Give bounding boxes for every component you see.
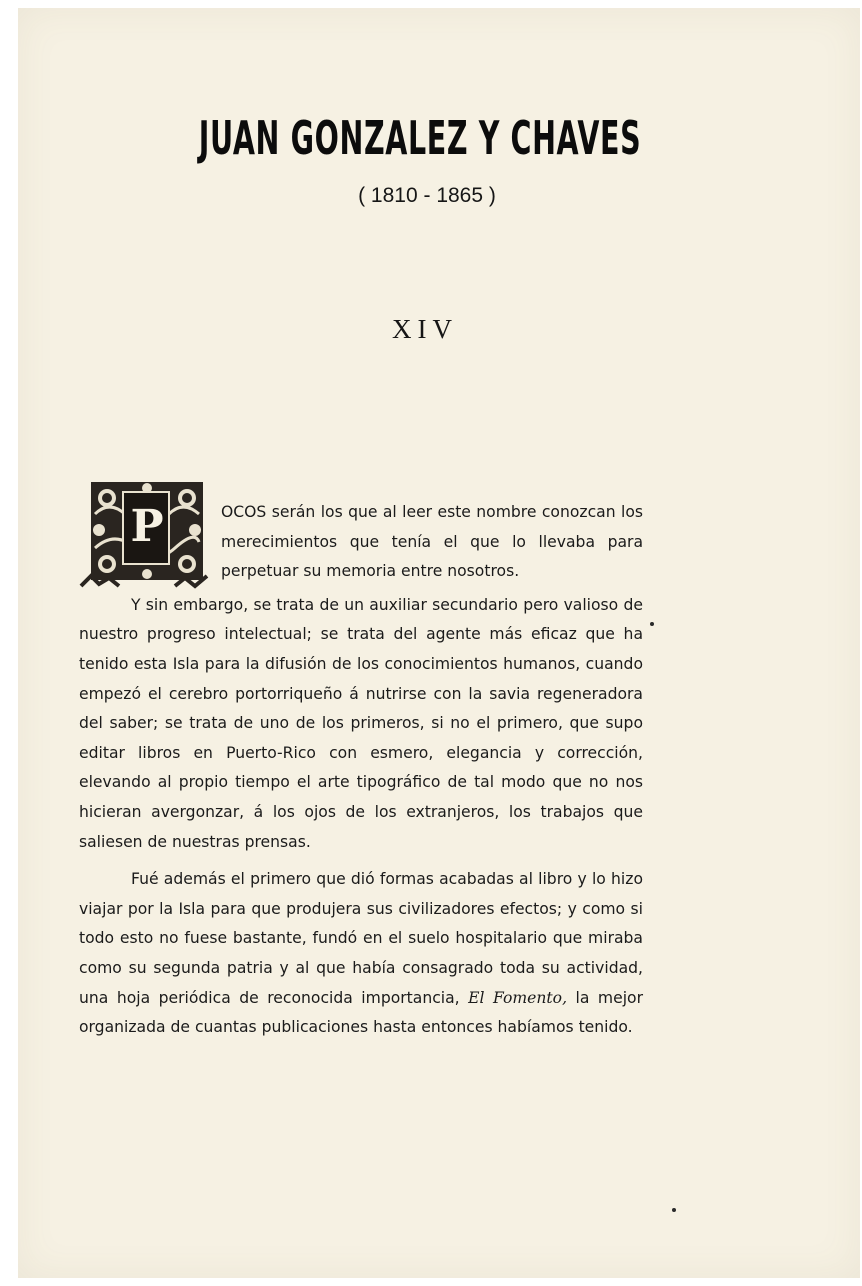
page-title: JUAN GONZALEZ Y CHAVES: [198, 111, 642, 165]
specks: [672, 1208, 676, 1212]
first-paragraph: [79, 498, 643, 587]
drop-cap-letter: P: [130, 501, 164, 553]
body-text: [79, 498, 643, 1051]
paragraph-3-text: Fué además el primero que dió formas acabadas al libro y lo hizo viajar por la Isla para que produjera sus civilizadores efectos; y como si todo esto no fuese bastante, fundó en el suelo hospitalario que miraba como su segunda patria y al que había consagrado toda su actividad, una hoja periódica de reconocida importancia,: [79, 870, 643, 1007]
newspaper-title: El Fomento,: [468, 988, 568, 1007]
paragraph-1: OCOS serán los que al leer este nombre conozcan los merecimientos que tenía el que lo llevaba para perpetuar su memoria entre nosotros.: [221, 503, 643, 581]
paragraph-2: Y sin embargo, se trata de un auxiliar secundario pero valioso de nuestro progreso intelectual; se trata del agente más eficaz que ha tenido esta Isla para la difusión de los conocimientos humanos, cuando empezó el cerebro portorriqueño á nutrirse con la savia regeneradora del saber; se trata de uno de los primeros, si no el primero, que supo editar libros en Puerto-Rico con esmero, elegancia y corrección, elevando al propio tiempo el arte tipográfico de tal modo que no nos hicieran avergonzar, á los ojos de los extranjeros, los trabajos que saliesen de nuestras prensas.: [79, 595, 643, 851]
paragraph-3-end: la mejor organizada de cuantas publicaciones hasta entonces habíamos tenido.: [79, 988, 643, 1037]
specks: [650, 622, 654, 626]
book-page: [18, 8, 860, 1278]
ornamental-drop-cap-icon: [79, 478, 215, 590]
life-dates: ( 1810 - 1865 ): [358, 184, 496, 207]
paragraph-3: [79, 865, 643, 1043]
chapter-number: XIV: [392, 314, 458, 344]
